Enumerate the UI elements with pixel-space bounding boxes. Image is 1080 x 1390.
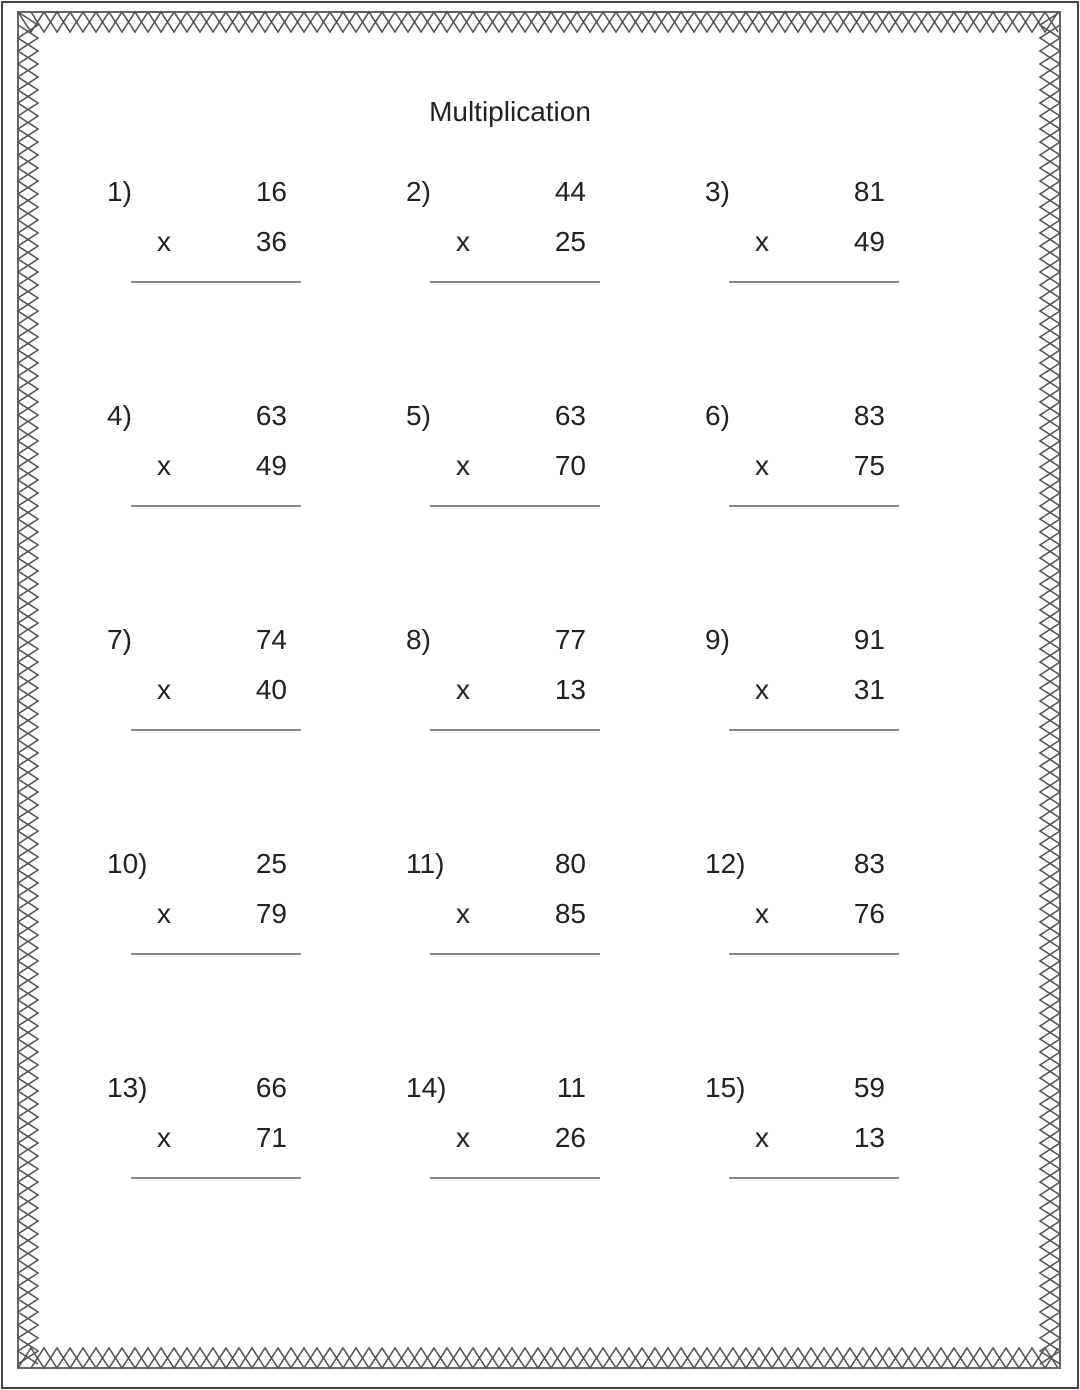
multiplier: 85 [554,898,586,929]
times-sign: x [755,450,769,481]
problem [705,848,905,968]
problem-number: 13) [107,1072,148,1103]
multiplier: 13 [853,1122,885,1153]
answer-line [430,505,600,507]
problem [107,400,307,520]
multiplicand: 25 [255,848,287,879]
answer-line [131,953,301,955]
times-sign: x [157,450,171,481]
answer-line [729,281,899,283]
answer-line [131,1177,301,1179]
multiplicand: 16 [255,176,287,207]
times-sign: x [456,1122,470,1153]
problem [406,1072,606,1192]
problem-number: 6) [705,400,730,431]
problem [705,624,905,744]
problem-number: 7) [107,624,132,655]
answer-line [729,953,899,955]
problem-number: 8) [406,624,431,655]
times-sign: x [157,1122,171,1153]
problem-number: 1) [107,176,132,207]
multiplier: 31 [853,674,885,705]
problem [107,1072,307,1192]
answer-line [430,729,600,731]
multiplier: 71 [255,1122,287,1153]
answer-line [729,729,899,731]
multiplicand: 91 [853,624,885,655]
times-sign: x [157,226,171,257]
times-sign: x [755,226,769,257]
problem [107,176,307,296]
multiplier: 36 [255,226,287,257]
multiplicand: 77 [554,624,586,655]
multiplicand: 83 [853,400,885,431]
problem-number: 3) [705,176,730,207]
problem-number: 11) [406,848,445,879]
answer-line [430,281,600,283]
multiplicand: 66 [255,1072,287,1103]
answer-line [131,505,301,507]
multiplicand: 63 [554,400,586,431]
times-sign: x [456,226,470,257]
problem [406,624,606,744]
multiplicand: 80 [554,848,586,879]
multiplicand: 44 [554,176,586,207]
multiplier: 79 [255,898,287,929]
problem-number: 2) [406,176,431,207]
problem [705,1072,905,1192]
answer-line [131,729,301,731]
multiplicand: 59 [853,1072,885,1103]
problem-number: 10) [107,848,148,879]
times-sign: x [456,674,470,705]
problem-number: 14) [406,1072,447,1103]
times-sign: x [456,450,470,481]
times-sign: x [755,674,769,705]
problem-number: 4) [107,400,132,431]
multiplier: 25 [554,226,586,257]
answer-line [729,1177,899,1179]
problem [705,400,905,520]
answer-line [430,953,600,955]
problem [107,848,307,968]
multiplier: 75 [853,450,885,481]
multiplicand: 11 [556,1072,586,1103]
problem [107,624,307,744]
times-sign: x [157,898,171,929]
problem [705,176,905,296]
answer-line [729,505,899,507]
multiplier: 49 [255,450,287,481]
answer-line [131,281,301,283]
answer-line [430,1177,600,1179]
problem [406,400,606,520]
multiplicand: 81 [853,176,885,207]
multiplier: 26 [554,1122,586,1153]
multiplicand: 63 [255,400,287,431]
problem-number: 12) [705,848,746,879]
problem-number: 15) [705,1072,746,1103]
multiplicand: 74 [255,624,287,655]
multiplicand: 83 [853,848,885,879]
multiplier: 49 [853,226,885,257]
times-sign: x [456,898,470,929]
problem-number: 5) [406,400,431,431]
multiplier: 70 [554,450,586,481]
problem-number: 9) [705,624,730,655]
times-sign: x [755,898,769,929]
problem [406,176,606,296]
times-sign: x [157,674,171,705]
multiplier: 40 [255,674,287,705]
worksheet-title: Multiplication [429,96,591,127]
multiplier: 76 [853,898,885,929]
times-sign: x [755,1122,769,1153]
problem [406,848,606,968]
multiplier: 13 [554,674,586,705]
